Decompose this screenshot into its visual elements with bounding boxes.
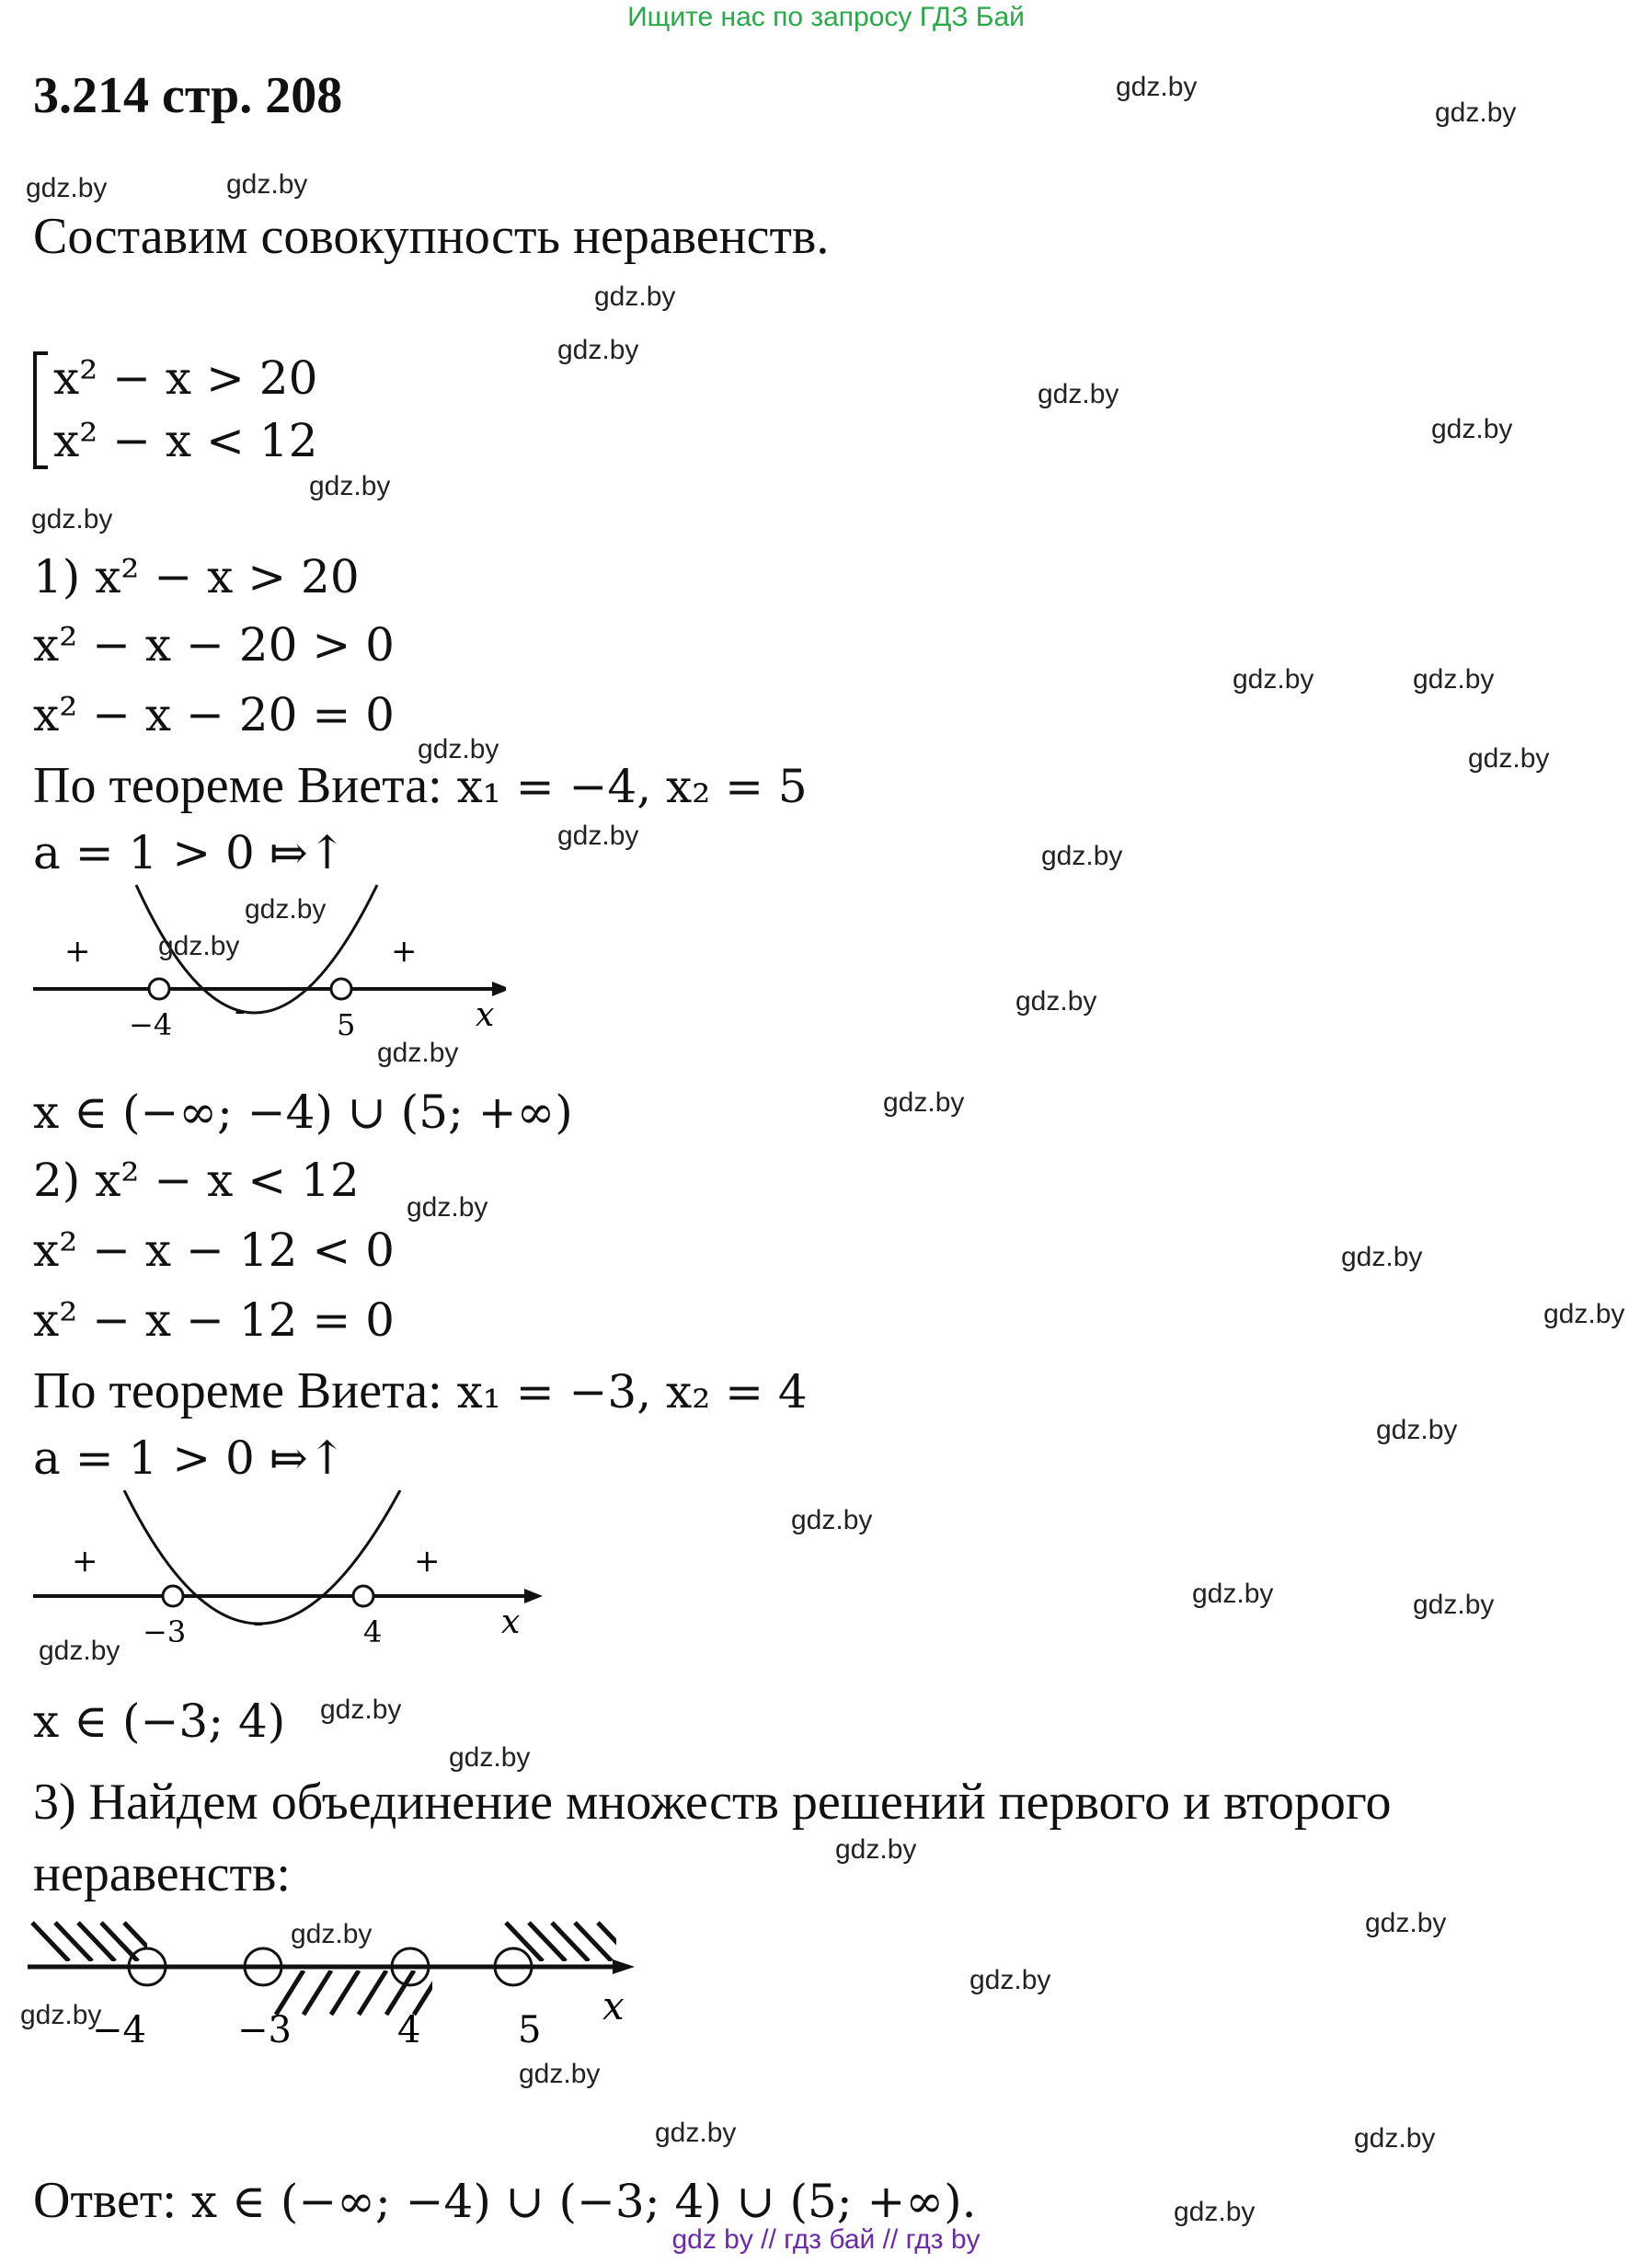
sign-mid-2: - [253,1604,264,1641]
root-point-right-1 [331,979,351,999]
watermark: gdz.by [594,281,676,312]
watermark: gdz.by [969,1965,1051,1995]
union-axis-arrow [613,1959,635,1974]
watermark: gdz.by [1468,743,1550,774]
watermark: gdz.by [309,471,391,501]
watermark: gdz.by [158,931,240,961]
root-label-left-1: −4 [129,1007,173,1042]
sign-mid-1: - [235,993,246,1029]
watermark: gdz.by [39,1636,120,1666]
system-bracket [33,351,48,469]
watermark: gdz.by [1192,1579,1274,1609]
part2-vieta-label: По теореме Виета: [33,1362,442,1419]
watermark: gdz.by [1413,664,1495,695]
final-answer [33,2171,976,2230]
watermark: gdz.by [1116,72,1198,102]
watermark: gdz.by [291,1919,373,1949]
watermark: gdz.by [1365,1908,1447,1938]
root-label-right-2: 4 [363,1614,383,1649]
part2-answer: x ∈ (−3; 4) [33,1694,286,1748]
sign-right-2: + [414,1543,441,1580]
watermark: gdz.by [1038,379,1119,409]
system-line-2: x² − x < 12 [53,414,318,467]
root-point-right-2 [353,1586,373,1606]
sign-left-2: + [72,1543,98,1580]
watermark: gdz.by [1341,1242,1423,1272]
part2-line-2: x² − x − 12 = 0 [33,1293,395,1347]
part3-text: 3) Найдем объединение множеств решений первого и второго неравенств: [33,1774,1392,1902]
watermark: gdz.by [1376,1415,1458,1445]
watermark: gdz.by [835,1834,917,1865]
watermark: gdz.by [449,1742,531,1773]
part1-line-2: x² − x − 20 = 0 [33,688,395,741]
part2-heading: 2) x² − x < 12 [33,1154,360,1207]
final-answer-value: x ∈ (−∞; −4) ∪ (−3; 4) ∪ (5; +∞). [190,2175,977,2228]
intro-text: Составим совокупность неравенств. [33,208,830,265]
part1-line-1: x² − x − 20 > 0 [33,618,395,672]
axis-label-1: x [476,996,495,1034]
watermark: gdz.by [1354,2123,1436,2154]
union-label-2: −3 [237,2009,292,2051]
footer-links[interactable]: gdz by // гдз бай // гдз by [671,2224,981,2255]
watermark: gdz.by [20,2000,102,2030]
watermark: gdz.by [407,1192,488,1223]
root-label-left-2: −3 [143,1614,187,1649]
sign-right-1: + [391,933,418,970]
watermark: gdz.by [320,1694,402,1725]
part2-vieta [33,1361,808,1420]
part1-answer: x ∈ (−∞; −4) ∪ (5; +∞) [33,1086,573,1139]
union-axis-label: x [602,1983,625,2028]
part1-vieta-roots: x₁ = −4, x₂ = 5 [456,760,808,813]
union-label-4: 5 [518,2009,542,2051]
watermark: gdz.by [418,734,499,764]
axis-label-2: x [501,1603,521,1641]
part2-coef: a = 1 > 0 ⤇↑ [33,1431,347,1485]
watermark: gdz.by [1413,1590,1495,1620]
watermark: gdz.by [26,173,108,203]
root-point-left-1 [149,979,169,999]
system-line-1: x² − x > 20 [53,351,318,405]
search-hint-link[interactable]: Ищите нас по запросу ГДЗ Бай [627,2,1025,32]
watermark: gdz.by [1543,1299,1625,1329]
watermark: gdz.by [791,1505,873,1535]
hatch-left [32,1923,161,1961]
part2-line-1: x² − x − 12 < 0 [33,1223,395,1277]
union-label-3: 4 [397,2009,421,2051]
watermark: gdz.by [1015,986,1097,1017]
watermark: gdz.by [226,169,308,200]
watermark: gdz.by [377,1038,459,1068]
part1-heading: 1) x² − x > 20 [33,550,360,603]
watermark: gdz.by [245,894,327,925]
sign-left-1: + [64,933,91,970]
hatch-right [506,1923,635,1961]
axis-arrow-1 [492,982,506,996]
watermark: gdz.by [519,2059,601,2089]
hatch-middle [276,1970,442,2015]
watermark: gdz.by [1174,2197,1256,2227]
part1-coef: a = 1 > 0 ⤇↑ [33,826,347,879]
union-label-1: −4 [92,2009,146,2051]
part1-vieta-label: По теореме Виета: [33,757,442,814]
watermark: gdz.by [557,335,639,365]
watermark: gdz.by [557,821,639,851]
watermark: gdz.by [1233,664,1314,695]
watermark: gdz.by [31,504,113,534]
watermark: gdz.by [1041,841,1123,871]
watermark: gdz.by [1435,98,1517,128]
watermark: gdz.by [1431,414,1513,444]
part2-vieta-roots: x₁ = −3, x₂ = 4 [456,1365,808,1419]
final-answer-label: Ответ: [33,2172,177,2229]
axis-arrow-2 [524,1589,543,1603]
root-label-right-1: 5 [337,1007,356,1042]
root-point-left-2 [163,1586,183,1606]
page-title: 3.214 стр. 208 [33,67,343,124]
watermark: gdz.by [655,2118,737,2148]
watermark: gdz.by [883,1087,965,1118]
